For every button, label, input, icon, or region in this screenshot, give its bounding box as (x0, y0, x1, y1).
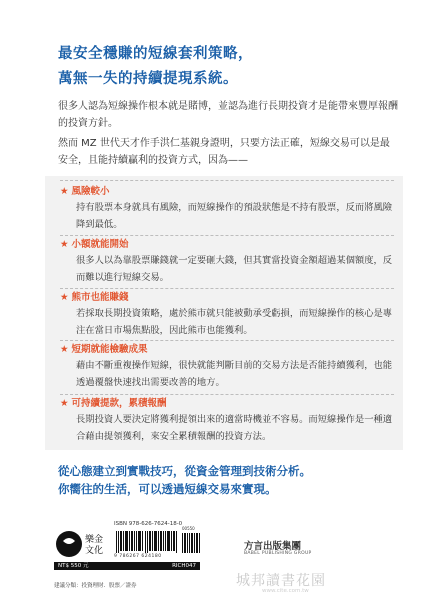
section-body: 持有股票本身就具有風險，而短線操作的預設狀態是不持有股票，反而將風險降到最低。 (76, 202, 393, 230)
isbn-text: ISBN 978-626-7624-18-0 (114, 521, 183, 527)
star-icon: ★ (60, 292, 69, 303)
watermark-url: www.cite.com.tw (262, 588, 309, 594)
addon-barcode-icon (182, 531, 202, 553)
section-body: 很多人以為靠股票賺錢就一定要砸大錢，但其實當投資金額超過某個額度，反而難以進行短線交易。 (76, 255, 393, 283)
category-text: 建議分類：投資理財．股票／證券 (54, 583, 137, 589)
section-title: ★ 小額就能開始 (60, 239, 129, 250)
star-icon: ★ (60, 398, 69, 409)
barcode-digits: 9 786267 624180 (114, 554, 162, 559)
star-icon: ★ (60, 186, 69, 197)
section-title: ★ 熊市也能賺錢 (60, 292, 129, 303)
svg-text:文化: 文化 (85, 546, 104, 556)
publisher-name: 方言出版集團 (244, 541, 302, 552)
watermark: 城邦讀書花園 (236, 573, 326, 589)
svg-text:樂金: 樂金 (85, 535, 104, 545)
section-divider (60, 288, 394, 289)
price-text: NT$ 550 元 (58, 563, 89, 569)
section-divider (60, 394, 394, 395)
section-title: ★ 可持續提款，累積報酬 (60, 398, 167, 409)
price-bar (54, 562, 200, 570)
closing-statement (58, 462, 418, 498)
closing-line2: 你嚮往的生活，可以透過短線交易來實現。 (58, 482, 277, 496)
isbn-barcode-icon (116, 531, 178, 553)
section-title: ★ 風險較小 (60, 186, 110, 197)
section-divider (60, 180, 394, 181)
star-icon: ★ (60, 344, 69, 355)
headline (58, 42, 418, 92)
section-body: 若採取長期投資策略，處於熊市就只能被動承受虧損，而短線操作的核心是專注在當日市場焦點股，因此熊市也能獲利。 (76, 308, 393, 336)
headline-line2: 萬無一失的持續提現系統。 (58, 71, 238, 87)
addon-digits: 00550 (182, 526, 195, 531)
star-icon: ★ (60, 239, 69, 250)
headline-line1: 最安全穩賺的短線套利策略， (58, 46, 253, 62)
intro-paragraph-1: 很多人認為短線操作根本就是賭博，並認為進行長期投資才是能帶來豐厚報酬的投資方針。 (58, 101, 398, 129)
section-body: 長期投資人要決定將獲利提領出來的適當時機並不容易。而短線操作是一種適合藉由提領獲利，來安全累積報酬的投資方法。 (76, 414, 393, 442)
section-divider (60, 235, 394, 236)
series-code: RICH047 (172, 563, 196, 569)
section-body: 藉由不斷重複操作短線，很快就能判斷目前的交易方法是否能持續獲利，也能透過覆盤快速找出需要改善的地方。 (76, 360, 393, 388)
closing-line1: 從心態建立到實戰技巧，從資金管理到技術分析。 (58, 464, 311, 478)
section-divider (60, 340, 394, 341)
section-title: ★ 短期就能檢驗成果 (60, 344, 148, 355)
intro-paragraph-2: 然而 MZ 世代天才作手洪仁基親身證明，只要方法正確，短線交易可以是最安全，且能持續贏利的投資方式，因為—— (58, 138, 390, 166)
publisher-name-en: BABEL PUBLISHING GROUP (244, 551, 312, 556)
